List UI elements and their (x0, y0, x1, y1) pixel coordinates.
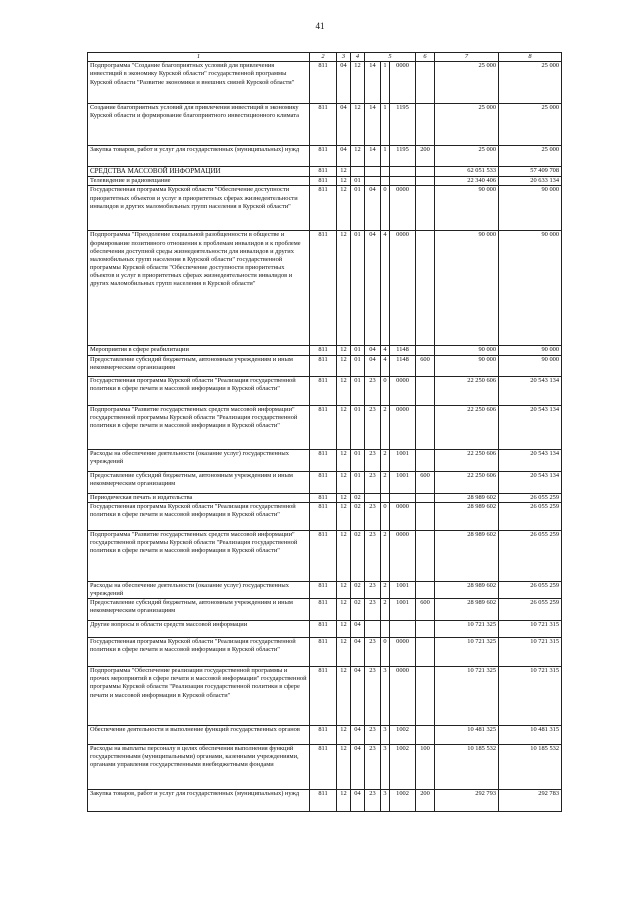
subprogram-code-cell: 3 (381, 726, 390, 745)
subsection-code-cell: 12 (351, 62, 365, 104)
section-code-cell: 12 (337, 355, 351, 376)
section-code-cell: 12 (337, 581, 351, 598)
program-code-cell: 23 (365, 667, 381, 726)
section-code-cell: 12 (337, 167, 351, 177)
expense-type-cell: 600 (416, 471, 435, 493)
ministry-code-cell: 811 (310, 790, 337, 812)
subprogram-code-cell (381, 493, 390, 502)
amount-year2-cell: 90 000 (499, 346, 562, 355)
ministry-code-cell: 811 (310, 599, 337, 621)
program-code-cell (365, 167, 381, 177)
table-row (88, 405, 562, 449)
subprogram-code-cell: 2 (381, 449, 390, 471)
direction-code-cell: 0000 (390, 186, 416, 231)
section-code-cell: 12 (337, 790, 351, 812)
table-row (88, 726, 562, 745)
direction-code-cell: 0000 (390, 502, 416, 530)
row-name-cell: СРЕДСТВА МАССОВОЙ ИНФОРМАЦИИ (88, 167, 310, 177)
amount-year2-cell: 26 055 259 (499, 599, 562, 621)
expense-type-cell (416, 449, 435, 471)
subsection-code-cell: 01 (351, 346, 365, 355)
direction-code-cell: 1001 (390, 449, 416, 471)
header-cell: 1 (88, 53, 310, 62)
direction-code-cell: 1148 (390, 346, 416, 355)
table-row (88, 745, 562, 790)
amount-year2-cell: 90 000 (499, 355, 562, 376)
row-name-cell: Обеспечение деятельности и выполнение функций государственных органов (88, 726, 310, 745)
row-name-cell: Периодическая печать и издательства (88, 493, 310, 502)
expense-type-cell (416, 177, 435, 186)
direction-code-cell: 1148 (390, 355, 416, 376)
program-code-cell (365, 493, 381, 502)
section-code-cell: 12 (337, 621, 351, 638)
amount-year2-cell: 10 481 315 (499, 726, 562, 745)
subprogram-code-cell: 2 (381, 471, 390, 493)
subsection-code-cell: 02 (351, 493, 365, 502)
row-name-cell: Создание благоприятных условий для привлечения инвестиций в экономику Курской области и формирование благоприятного инвестиционного климата (88, 104, 310, 146)
program-code-cell: 23 (365, 726, 381, 745)
expense-type-cell (416, 621, 435, 638)
subsection-code-cell: 01 (351, 177, 365, 186)
amount-year1-cell: 10 481 325 (435, 726, 499, 745)
subprogram-code-cell: 0 (381, 638, 390, 667)
expense-type-cell (416, 186, 435, 231)
ministry-code-cell: 811 (310, 745, 337, 790)
program-code-cell: 23 (365, 449, 381, 471)
amount-year1-cell: 90 000 (435, 186, 499, 231)
expense-type-cell (416, 104, 435, 146)
amount-year1-cell: 90 000 (435, 355, 499, 376)
section-code-cell: 12 (337, 231, 351, 346)
row-name-cell: Подпрограмма "Развитие государственных средств массовой информации" государственной программы Курской области "Реализация государственной политики в сфере печати и массовой информации в Курской области" (88, 405, 310, 449)
direction-code-cell: 0000 (390, 667, 416, 726)
direction-code-cell: 0000 (390, 530, 416, 581)
header-cell: 5 (365, 53, 416, 62)
ministry-code-cell: 811 (310, 376, 337, 405)
table-row (88, 62, 562, 104)
expense-type-cell (416, 346, 435, 355)
direction-code-cell: 1195 (390, 104, 416, 146)
section-code-cell: 12 (337, 745, 351, 790)
subsection-code-cell: 04 (351, 667, 365, 726)
row-name-cell: Подпрограмма "Развитие государственных средств массовой информации" государственной программы Курской области "Реализация государственной политики в сфере печати и массовой информации в Курской области" (88, 530, 310, 581)
amount-year1-cell: 28 989 602 (435, 493, 499, 502)
amount-year2-cell: 10 721 315 (499, 667, 562, 726)
subsection-code-cell: 01 (351, 231, 365, 346)
section-code-cell: 12 (337, 726, 351, 745)
subprogram-code-cell: 3 (381, 667, 390, 726)
program-code-cell: 04 (365, 186, 381, 231)
subprogram-code-cell: 2 (381, 581, 390, 598)
direction-code-cell: 1195 (390, 146, 416, 167)
section-code-cell: 12 (337, 376, 351, 405)
subsection-code-cell: 02 (351, 502, 365, 530)
amount-year1-cell: 22 340 406 (435, 177, 499, 186)
ministry-code-cell: 811 (310, 493, 337, 502)
subsection-code-cell: 01 (351, 405, 365, 449)
ministry-code-cell: 811 (310, 231, 337, 346)
program-code-cell: 23 (365, 581, 381, 598)
subsection-code-cell: 02 (351, 599, 365, 621)
expense-type-cell (416, 530, 435, 581)
program-code-cell: 04 (365, 231, 381, 346)
amount-year2-cell: 20 633 134 (499, 177, 562, 186)
direction-code-cell: 0000 (390, 376, 416, 405)
table-row (88, 104, 562, 146)
table-row (88, 355, 562, 376)
direction-code-cell (390, 167, 416, 177)
ministry-code-cell: 811 (310, 355, 337, 376)
row-name-cell: Государственная программа Курской области "Реализация государственной политики в сфере печати и массовой информации в Курской области" (88, 502, 310, 530)
expense-type-cell (416, 638, 435, 667)
row-name-cell: Расходы на обеспечение деятельности (оказание услуг) государственных учреждений (88, 449, 310, 471)
amount-year1-cell: 10 185 532 (435, 745, 499, 790)
amount-year2-cell: 10 185 532 (499, 745, 562, 790)
table-row (88, 581, 562, 598)
ministry-code-cell: 811 (310, 186, 337, 231)
row-name-cell: Государственная программа Курской области "Реализация государственной политики в сфере печати и массовой информации в Курской области" (88, 376, 310, 405)
subsection-code-cell (351, 167, 365, 177)
subsection-code-cell: 04 (351, 638, 365, 667)
section-code-cell: 04 (337, 146, 351, 167)
section-code-cell: 12 (337, 177, 351, 186)
amount-year1-cell: 292 793 (435, 790, 499, 812)
amount-year2-cell: 26 055 259 (499, 530, 562, 581)
row-name-cell: Закупка товаров, работ и услуг для государственных (муниципальных) нужд (88, 146, 310, 167)
subsection-code-cell: 02 (351, 530, 365, 581)
table-row (88, 186, 562, 231)
amount-year1-cell: 28 989 602 (435, 502, 499, 530)
expense-type-cell: 600 (416, 355, 435, 376)
subprogram-code-cell: 3 (381, 790, 390, 812)
amount-year2-cell: 20 543 134 (499, 405, 562, 449)
section-code-cell: 12 (337, 186, 351, 231)
subprogram-code-cell: 4 (381, 346, 390, 355)
direction-code-cell (390, 493, 416, 502)
program-code-cell: 04 (365, 346, 381, 355)
table-row (88, 346, 562, 355)
amount-year1-cell: 25 000 (435, 104, 499, 146)
header-cell: 2 (310, 53, 337, 62)
program-code-cell: 23 (365, 745, 381, 790)
section-code-cell: 12 (337, 405, 351, 449)
ministry-code-cell: 811 (310, 167, 337, 177)
program-code-cell: 23 (365, 405, 381, 449)
table-body (88, 62, 562, 812)
amount-year1-cell: 22 250 606 (435, 405, 499, 449)
ministry-code-cell: 811 (310, 471, 337, 493)
row-name-cell: Государственная программа Курской области "Обеспечение доступности приоритетных объектов и услуг в приоритетных сферах жизнедеятельности инвалидов и других маломобильных групп населения в Курской области" (88, 186, 310, 231)
subprogram-code-cell: 0 (381, 186, 390, 231)
ministry-code-cell: 811 (310, 405, 337, 449)
row-name-cell: Подпрограмма "Создание благоприятных условий для привлечения инвестиций в экономику Курской области" государственной программы Курской области "Развитие экономики и внешних связей Курской области" (88, 62, 310, 104)
amount-year1-cell: 90 000 (435, 346, 499, 355)
ministry-code-cell: 811 (310, 449, 337, 471)
ministry-code-cell: 811 (310, 146, 337, 167)
subprogram-code-cell: 0 (381, 376, 390, 405)
budget-table (87, 52, 562, 812)
table-row (88, 667, 562, 726)
ministry-code-cell: 811 (310, 502, 337, 530)
section-code-cell: 12 (337, 471, 351, 493)
amount-year1-cell: 90 000 (435, 231, 499, 346)
subprogram-code-cell (381, 177, 390, 186)
ministry-code-cell: 811 (310, 104, 337, 146)
ministry-code-cell: 811 (310, 62, 337, 104)
section-code-cell: 12 (337, 530, 351, 581)
program-code-cell (365, 177, 381, 186)
amount-year2-cell: 292 783 (499, 790, 562, 812)
table-row (88, 471, 562, 493)
amount-year2-cell: 90 000 (499, 231, 562, 346)
section-code-cell: 12 (337, 638, 351, 667)
amount-year1-cell: 62 051 533 (435, 167, 499, 177)
subsection-code-cell: 01 (351, 376, 365, 405)
amount-year1-cell: 28 989 602 (435, 530, 499, 581)
section-code-cell: 04 (337, 104, 351, 146)
subsection-code-cell: 04 (351, 790, 365, 812)
amount-year1-cell: 10 721 325 (435, 667, 499, 726)
table-row (88, 376, 562, 405)
header-row (88, 53, 562, 62)
row-name-cell: Закупка товаров, работ и услуг для государственных (муниципальных) нужд (88, 790, 310, 812)
direction-code-cell: 0000 (390, 62, 416, 104)
subprogram-code-cell: 4 (381, 355, 390, 376)
amount-year1-cell: 22 250 606 (435, 449, 499, 471)
amount-year1-cell: 22 250 606 (435, 376, 499, 405)
subsection-code-cell: 12 (351, 146, 365, 167)
amount-year1-cell: 28 989 602 (435, 599, 499, 621)
subsection-code-cell: 04 (351, 621, 365, 638)
expense-type-cell: 100 (416, 745, 435, 790)
subprogram-code-cell: 0 (381, 502, 390, 530)
header-cell: 8 (499, 53, 562, 62)
amount-year2-cell: 25 000 (499, 104, 562, 146)
row-name-cell: Расходы на обеспечение деятельности (оказание услуг) государственных учреждений (88, 581, 310, 598)
expense-type-cell: 600 (416, 599, 435, 621)
subsection-code-cell: 01 (351, 186, 365, 231)
direction-code-cell: 0000 (390, 231, 416, 346)
amount-year2-cell: 25 000 (499, 146, 562, 167)
expense-type-cell: 200 (416, 146, 435, 167)
ministry-code-cell: 811 (310, 638, 337, 667)
amount-year1-cell: 22 250 606 (435, 471, 499, 493)
amount-year2-cell: 57 409 708 (499, 167, 562, 177)
amount-year2-cell: 20 543 134 (499, 449, 562, 471)
table-row (88, 493, 562, 502)
ministry-code-cell: 811 (310, 581, 337, 598)
row-name-cell: Государственная программа Курской области "Реализация государственной политики в сфере печати и массовой информации в Курской области" (88, 638, 310, 667)
amount-year2-cell: 25 000 (499, 62, 562, 104)
expense-type-cell (416, 376, 435, 405)
ministry-code-cell: 811 (310, 346, 337, 355)
subprogram-code-cell: 2 (381, 599, 390, 621)
amount-year2-cell: 26 055 259 (499, 581, 562, 598)
direction-code-cell (390, 621, 416, 638)
program-code-cell: 14 (365, 62, 381, 104)
amount-year1-cell: 25 000 (435, 62, 499, 104)
header-cell: 4 (351, 53, 365, 62)
table-row (88, 790, 562, 812)
table-row (88, 231, 562, 346)
amount-year2-cell: 20 543 134 (499, 376, 562, 405)
direction-code-cell: 1002 (390, 726, 416, 745)
direction-code-cell: 0000 (390, 638, 416, 667)
subprogram-code-cell (381, 167, 390, 177)
section-code-cell: 04 (337, 62, 351, 104)
row-name-cell: Предоставление субсидий бюджетным, автономным учреждениям и иным некоммерческим организациям (88, 471, 310, 493)
table-row (88, 530, 562, 581)
table-row (88, 599, 562, 621)
amount-year1-cell: 10 721 325 (435, 621, 499, 638)
row-name-cell: Расходы на выплаты персоналу в целях обеспечения выполнения функций государственными (муниципальными) органами, казенными учреждениями, органами управления государственными внебюджетными фондами (88, 745, 310, 790)
section-code-cell: 12 (337, 449, 351, 471)
subprogram-code-cell: 1 (381, 146, 390, 167)
row-name-cell: Телевидение и радиовещание (88, 177, 310, 186)
table-row (88, 502, 562, 530)
subsection-code-cell: 01 (351, 471, 365, 493)
subsection-code-cell: 04 (351, 745, 365, 790)
direction-code-cell: 1001 (390, 581, 416, 598)
row-name-cell: Мероприятия в сфере реабилитации (88, 346, 310, 355)
amount-year2-cell: 26 055 259 (499, 502, 562, 530)
section-code-cell: 12 (337, 667, 351, 726)
subsection-code-cell: 04 (351, 726, 365, 745)
table-row (88, 449, 562, 471)
subsection-code-cell: 02 (351, 581, 365, 598)
header-cell: 3 (337, 53, 351, 62)
ministry-code-cell: 811 (310, 530, 337, 581)
subprogram-code-cell: 4 (381, 231, 390, 346)
row-name-cell: Предоставление субсидий бюджетным, автономным учреждениям и иным некоммерческим организациям (88, 599, 310, 621)
section-code-cell: 12 (337, 346, 351, 355)
row-name-cell: Подпрограмма "Обеспечение реализации государственной программы и прочих мероприятий в сфере печати и массовой информации" государственной программы Курской области "Реализация государственной политики в сфере печати и массовой информации в Курской области" (88, 667, 310, 726)
expense-type-cell (416, 231, 435, 346)
program-code-cell: 14 (365, 146, 381, 167)
program-code-cell: 23 (365, 376, 381, 405)
section-code-cell: 12 (337, 502, 351, 530)
expense-type-cell (416, 405, 435, 449)
table-row (88, 146, 562, 167)
program-code-cell: 23 (365, 638, 381, 667)
direction-code-cell: 1002 (390, 790, 416, 812)
table-row (88, 621, 562, 638)
table-row (88, 638, 562, 667)
subprogram-code-cell (381, 621, 390, 638)
section-code-cell: 12 (337, 493, 351, 502)
expense-type-cell (416, 493, 435, 502)
amount-year2-cell: 26 055 259 (499, 493, 562, 502)
direction-code-cell: 0000 (390, 405, 416, 449)
direction-code-cell (390, 177, 416, 186)
ministry-code-cell: 811 (310, 667, 337, 726)
subprogram-code-cell: 2 (381, 405, 390, 449)
table-row (88, 177, 562, 186)
row-name-cell: Предоставление субсидий бюджетным, автономным учреждениям и иным некоммерческим организациям (88, 355, 310, 376)
direction-code-cell: 1002 (390, 745, 416, 790)
expense-type-cell (416, 502, 435, 530)
expense-type-cell (416, 726, 435, 745)
ministry-code-cell: 811 (310, 177, 337, 186)
program-code-cell: 14 (365, 104, 381, 146)
program-code-cell: 23 (365, 599, 381, 621)
amount-year2-cell: 10 721 315 (499, 621, 562, 638)
program-code-cell: 23 (365, 502, 381, 530)
amount-year2-cell: 90 000 (499, 186, 562, 231)
subprogram-code-cell: 3 (381, 745, 390, 790)
amount-year2-cell: 10 721 315 (499, 638, 562, 667)
expense-type-cell (416, 62, 435, 104)
amount-year1-cell: 10 721 325 (435, 638, 499, 667)
subsection-code-cell: 12 (351, 104, 365, 146)
amount-year1-cell: 25 000 (435, 146, 499, 167)
subprogram-code-cell: 1 (381, 62, 390, 104)
expense-type-cell (416, 167, 435, 177)
program-code-cell: 23 (365, 790, 381, 812)
direction-code-cell: 1001 (390, 599, 416, 621)
subsection-code-cell: 01 (351, 355, 365, 376)
ministry-code-cell: 811 (310, 621, 337, 638)
table-row (88, 167, 562, 177)
row-name-cell: Другие вопросы в области средств массовой информации (88, 621, 310, 638)
amount-year2-cell: 20 543 134 (499, 471, 562, 493)
direction-code-cell: 1001 (390, 471, 416, 493)
subsection-code-cell: 01 (351, 449, 365, 471)
header-cell: 7 (435, 53, 499, 62)
section-code-cell: 12 (337, 599, 351, 621)
expense-type-cell (416, 581, 435, 598)
ministry-code-cell: 811 (310, 726, 337, 745)
program-code-cell: 23 (365, 530, 381, 581)
row-name-cell: Подпрограмма "Преодоление социальной разобщенности в обществе и формирование позитивного отношения к проблемам инвалидов и к проблеме обеспечения доступной среды жизнедеятельности для инвалидов и других маломобильных групп населения в Курской области" государственной программы Курской области "Обеспечение доступности приоритетных объектов и услуг в приоритетных сферах жизнедеятельности инвалидов и других маломобильных групп населения в Курской области" (88, 231, 310, 346)
page-number: 41 (315, 21, 325, 31)
program-code-cell: 23 (365, 471, 381, 493)
header-cell: 6 (416, 53, 435, 62)
subprogram-code-cell: 1 (381, 104, 390, 146)
program-code-cell: 04 (365, 355, 381, 376)
subprogram-code-cell: 2 (381, 530, 390, 581)
expense-type-cell (416, 667, 435, 726)
amount-year1-cell: 28 989 602 (435, 581, 499, 598)
expense-type-cell: 200 (416, 790, 435, 812)
program-code-cell (365, 621, 381, 638)
